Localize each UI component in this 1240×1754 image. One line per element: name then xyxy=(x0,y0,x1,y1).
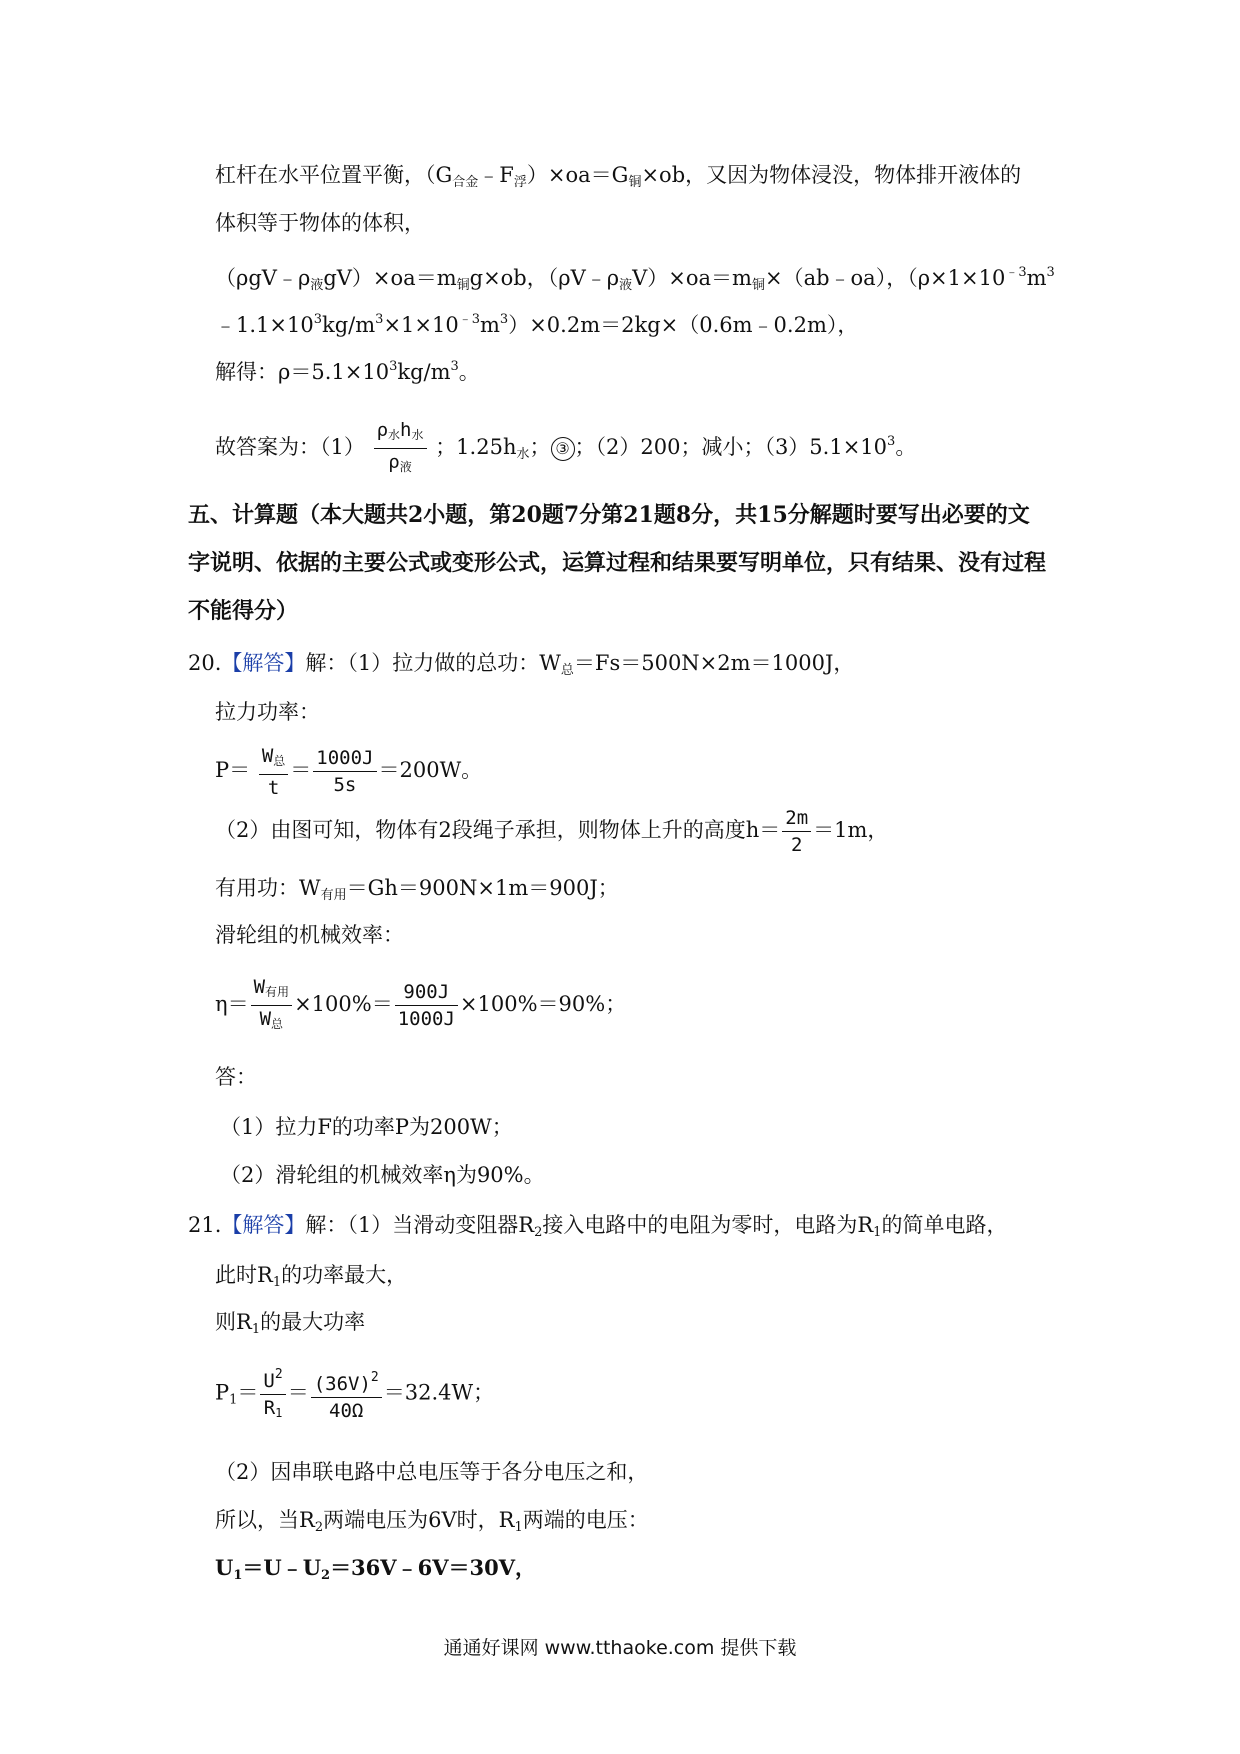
formula-line: P＝ $\frac{\text{W总}}{t}$ ＝ $\frac{1000J}{5s}$ ＝200W。 xyxy=(215,744,483,799)
formula-line: η＝ $\frac{\text{W有用}}{\text{W总}}$ ×100%＝ $\frac{900J}{1000J}$ ×100%＝90%； xyxy=(215,976,627,1031)
page-footer: 通通好课网 www.tthaoke.com 提供下载 xyxy=(443,1637,797,1659)
text-line: 解得：$\rho=5.1\times 10^3kg/m^3$。 xyxy=(215,359,480,384)
text-line: 有用功：$W_{有用}=Gh=900N\times 1m=900J$； xyxy=(215,876,619,903)
formula-line: $P_1=$ $\frac{U^2}{R1}$ ＝ $\frac{(36V)^2}{40\Omega}$ ＝32.4W； xyxy=(215,1362,494,1431)
answer-line: 故答案为：（1） $\frac{\text{ρ水h水}}{\text{ρ液}}$ ；$1.25h_水$； ③ ；（2）200；减小；$(3)5.1\times 10^3$。 xyxy=(215,412,916,485)
question-20: 20.【解答】解：（1）拉力做的总功：$W_总=Fs=500N\times 2m=1000J$， xyxy=(188,651,855,678)
text-line: 滑轮组的机械效率： xyxy=(215,923,404,947)
text-line: 答： xyxy=(215,1065,257,1089)
text-line: （2）因串联电路中总电压等于各分电压之和， xyxy=(215,1460,649,1484)
question-21: 21.【解答】解：（1）当滑动变阻器$R_2$接入电路中的电阻为零时，电路为$R_1$的简单电路， xyxy=(188,1213,1008,1240)
section-heading: 五、计算题（本大题共2小题，第20题7分第21题8分，共15分解题时要写出必要的文 xyxy=(188,502,1030,528)
fraction: $\frac{\text{ρ水h水}}{\text{ρ液}}$ xyxy=(374,417,427,480)
text-line: $(\rho gV﹣\rho_液gV)\times oa=m_铜g\times ob$，$(\rho V﹣\rho_液V)\times oa=m_铜\times(ab﹣oa)$，（$\rho\times 1\times 10^{﹣3}m^3$ xyxy=(215,265,1055,293)
section-heading: 字说明、依据的主要公式或变形公式，运算过程和结果要写明单位，只有结果、没有过程 xyxy=(188,550,1047,576)
text-line: 所以，当$R_2$两端电压为6V时，$R_1$两端的电压： xyxy=(215,1508,649,1535)
text-line: （2）由图可知，物体有2段绳子承担，则物体上升的高度h＝ $\frac{2m}{2}$ ＝1m， xyxy=(215,807,889,856)
text-line: $﹣1.1\times 10^3kg/m^3\times 1\times 10^{﹣3}m^3)\times 0.2m=2kg\times(0.6m﹣0.2m)$， xyxy=(215,312,859,337)
text-line: 体积等于物体的体积， xyxy=(215,211,425,235)
answer-tag: 【解答】 xyxy=(221,1213,306,1237)
text-line: 则$R_1$的最大功率 xyxy=(215,1310,366,1337)
text-line: 杠杆在水平位置平衡，$(G_{合金}﹣F_浮)\times oa=G_铜\times ob$，又因为物体浸没，物体排开液体的 xyxy=(215,163,1022,190)
answer-tag: 【解答】 xyxy=(221,651,306,675)
text-line: （1）拉力F的功率P为200W； xyxy=(220,1115,513,1139)
section-heading: 不能得分） xyxy=(188,598,299,624)
text-line: $U_1=U﹣U_2=36V﹣6V=30V$， xyxy=(215,1555,537,1583)
text-line: （2）滑轮组的机械效率η为90%。 xyxy=(220,1163,545,1187)
text-line: 拉力功率： xyxy=(215,700,320,724)
circled-number: ③ xyxy=(551,437,575,461)
text-line: 此时$R_1$的功率最大， xyxy=(215,1263,408,1290)
